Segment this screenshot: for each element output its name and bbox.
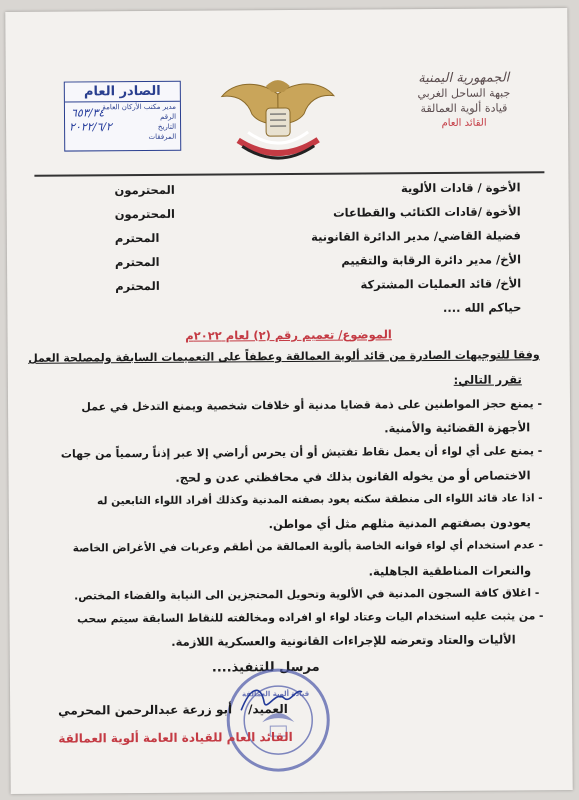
- registry-date-label: التاريخ: [157, 122, 177, 131]
- body-line: الأجهزة القضائية والأمنية.: [384, 420, 531, 436]
- addressee-honorific: المحترم: [115, 278, 160, 294]
- front-name: جبهة الساحل الغربي: [417, 86, 511, 101]
- body-line: - اذا عاد قائد اللواء الى منطقة سكنه يعود بصفته المدنية وكذلك أفراد اللواء التابعين له: [96, 492, 543, 508]
- header-divider: [34, 171, 544, 177]
- addressee-honorific: المحترم: [114, 230, 160, 246]
- body-line: الاختصاص أو من يخوله القانون بذلك في محافظتي عدن و لحج.: [175, 468, 531, 485]
- addressee-honorific: المحترم: [114, 254, 160, 270]
- body-line: الأليات والعتاد وتعرضه للإجراءات القانونية والعسكرية اللازمة.: [171, 632, 516, 649]
- addressee-line: الأخ/ مدير دائرة الرقابة والتقييم: [341, 252, 522, 268]
- registry-number-value: ٦٥٣/٣٤: [70, 106, 105, 120]
- greeting: حياكم الله ....: [442, 300, 522, 315]
- body-line: - يمنع حجز المواطنين على ذمة قضايا مدنية أو خلافات شخصية ويمنع التدخل في عمل: [81, 397, 543, 414]
- signature-name: أبو زرعة عبدالرحمن المحرمي: [58, 702, 233, 718]
- document-page: [5, 8, 572, 794]
- addressee-line: فضيلة القاضي/ مدير الدائرة القانونية: [311, 228, 521, 244]
- body-line: - من يثبت عليه استخدام اليات وعتاد لواء او افراده ومخالفته للنقاط السابقة سيتم سحب: [77, 609, 544, 626]
- intro-line: وفقا للتوجيهات الصادرة من قائد ألوية العمالقة وعطفاً على التعميمات السابقة ولمصلحة العمل: [28, 348, 540, 365]
- registry-number-label: الرقم: [160, 112, 177, 121]
- body-line: - اغلاق كافة السجون المدنية في الألوية وتحويل المحتجزين الى النيابة والقضاء المختص.: [74, 586, 540, 603]
- outgoing-registry-box: [64, 81, 181, 152]
- registry-date-value: ٢٠٢٢/٦/٢: [69, 120, 113, 134]
- addressee-line: الأخ/ قائد العمليات المشتركة: [360, 276, 522, 292]
- registry-attachments-label: المرفقات: [148, 132, 177, 141]
- commander-label: القائد العام: [441, 117, 487, 129]
- body-line: - يمنع على أي لواء أن يعمل نقاط تفتيش أو أن يحرس أراضي إلا عبر إذناً رسمياً من جهات: [60, 444, 543, 461]
- republic-name: الجمهورية اليمنية: [418, 70, 510, 87]
- subject-line: الموضوع/ تعميم رقم (٢) لعام ٢٠٢٢م: [185, 327, 392, 343]
- addressee-honorific: المحترمون: [114, 206, 176, 222]
- body-line: - عدم استخدام أي لواء قوانه الخاصة بألوية العمالقة من أطقم وعربات في الأغراض الخاصة: [72, 539, 544, 555]
- signature-rank: العميد/: [248, 702, 288, 717]
- addressee-line: الأخوة / قادات الألوية: [400, 180, 521, 196]
- addressee-honorific: المحترمون: [114, 182, 175, 198]
- brigades-name: قيادة ألوية العمالقة: [420, 101, 508, 116]
- stamp-text: قيادة ألوية العمالقة: [242, 689, 310, 699]
- eagle-emblem-icon: [218, 74, 339, 171]
- body-line: يعودون بصفتهم المدنية مثلهم مثل أي مواطن.: [268, 515, 531, 532]
- signature-title: القائد العام للقيادة العامة ألوية العمالقة: [58, 729, 293, 746]
- addressee-line: الأخوة /قادات الكتائب والقطاعات: [332, 204, 521, 220]
- registry-title: الصادر العام: [65, 82, 180, 103]
- body-line: والنعرات المناطقية الجاهلية.: [368, 563, 532, 579]
- registry-office: مدير مكتب الأركان العامة: [102, 102, 176, 112]
- decided-line: تقرر التالي:: [453, 372, 522, 387]
- closing-line: مرسل للتنفيذ....: [211, 659, 320, 676]
- letterhead: [394, 70, 534, 131]
